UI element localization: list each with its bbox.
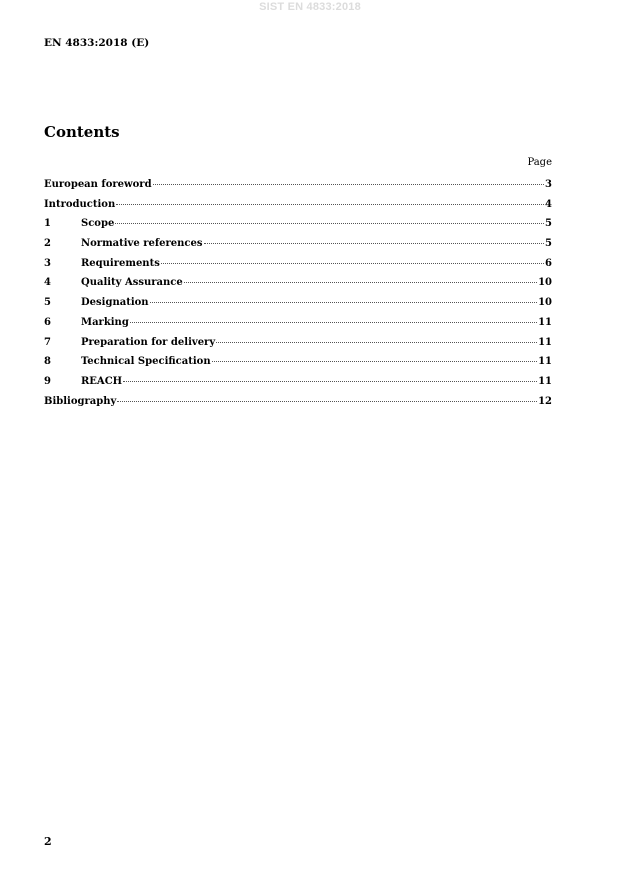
toc-entry-title[interactable]: Preparation for delivery [81, 336, 216, 348]
toc-entry[interactable] [44, 396, 552, 416]
toc-entry[interactable] [44, 179, 552, 199]
toc-entry-page[interactable]: 12 [538, 395, 552, 407]
toc-leader-dots [116, 204, 544, 205]
toc-entry-page[interactable]: 11 [538, 375, 552, 387]
toc-entry-page[interactable]: 5 [545, 238, 552, 250]
toc-entry[interactable] [44, 258, 552, 278]
toc-leader-dots [161, 263, 544, 264]
toc-entry-page[interactable]: 6 [545, 257, 552, 269]
toc-entry[interactable] [44, 218, 552, 238]
toc-leader-dots [212, 361, 537, 362]
watermark: SIST EN 4833:2018 [259, 1, 361, 13]
toc-leader-dots [130, 322, 537, 323]
toc-entry-title[interactable]: Introduction [44, 198, 116, 210]
toc-entry-title[interactable]: Designation [81, 297, 149, 309]
toc-entry-page[interactable]: 11 [538, 356, 552, 368]
toc-entry-number: 3 [44, 257, 51, 269]
toc-entry-title[interactable]: Quality Assurance [81, 277, 183, 289]
toc-entry-page[interactable]: 10 [538, 277, 552, 289]
toc-entry[interactable] [44, 238, 552, 258]
toc-entry-number: 6 [44, 316, 51, 328]
table-of-contents [44, 179, 552, 415]
toc-entry-page[interactable]: 10 [538, 297, 552, 309]
toc-leader-dots [123, 381, 537, 382]
toc-entry-number: 5 [44, 297, 51, 309]
toc-entry-number: 9 [44, 375, 51, 387]
toc-leader-dots [204, 243, 545, 244]
toc-leader-dots [153, 184, 544, 185]
toc-leader-dots [150, 302, 538, 303]
toc-entry-title[interactable]: Marking [81, 316, 129, 328]
toc-entry-number: 7 [44, 336, 51, 348]
toc-leader-dots [184, 282, 537, 283]
toc-entry-title[interactable]: Scope [81, 218, 115, 230]
toc-leader-dots [115, 223, 544, 224]
toc-entry-page[interactable]: 4 [545, 198, 552, 210]
toc-entry[interactable] [44, 317, 552, 337]
toc-entry-title[interactable]: Requirements [81, 257, 160, 269]
toc-entry[interactable] [44, 297, 552, 317]
toc-entry-number: 2 [44, 238, 51, 250]
toc-leader-dots [216, 342, 537, 343]
toc-entry-number: 8 [44, 356, 51, 368]
toc-entry[interactable] [44, 337, 552, 357]
toc-entry[interactable] [44, 356, 552, 376]
toc-entry-page[interactable]: 11 [538, 336, 552, 348]
contents-heading: Contents [44, 123, 120, 141]
toc-entry-title[interactable]: European foreword [44, 179, 152, 190]
toc-entry-page[interactable]: 5 [545, 218, 552, 230]
toc-leader-dots [117, 401, 537, 402]
toc-entry[interactable] [44, 376, 552, 396]
toc-entry-title[interactable]: Normative references [81, 238, 203, 250]
toc-entry-title[interactable]: REACH [81, 375, 123, 387]
document-id: EN 4833:2018 (E) [44, 37, 150, 49]
toc-entry-page[interactable]: 3 [545, 179, 552, 190]
page-column-label: Page [527, 157, 552, 168]
toc-entry[interactable] [44, 277, 552, 297]
toc-entry-title[interactable]: Technical Specification [81, 356, 211, 368]
toc-entry-number: 1 [44, 218, 51, 230]
toc-entry-title[interactable]: Bibliography [44, 395, 117, 407]
toc-entry[interactable] [44, 199, 552, 219]
footer-page-number: 2 [44, 835, 52, 848]
toc-entry-page[interactable]: 11 [538, 316, 552, 328]
toc-entry-number: 4 [44, 277, 51, 289]
